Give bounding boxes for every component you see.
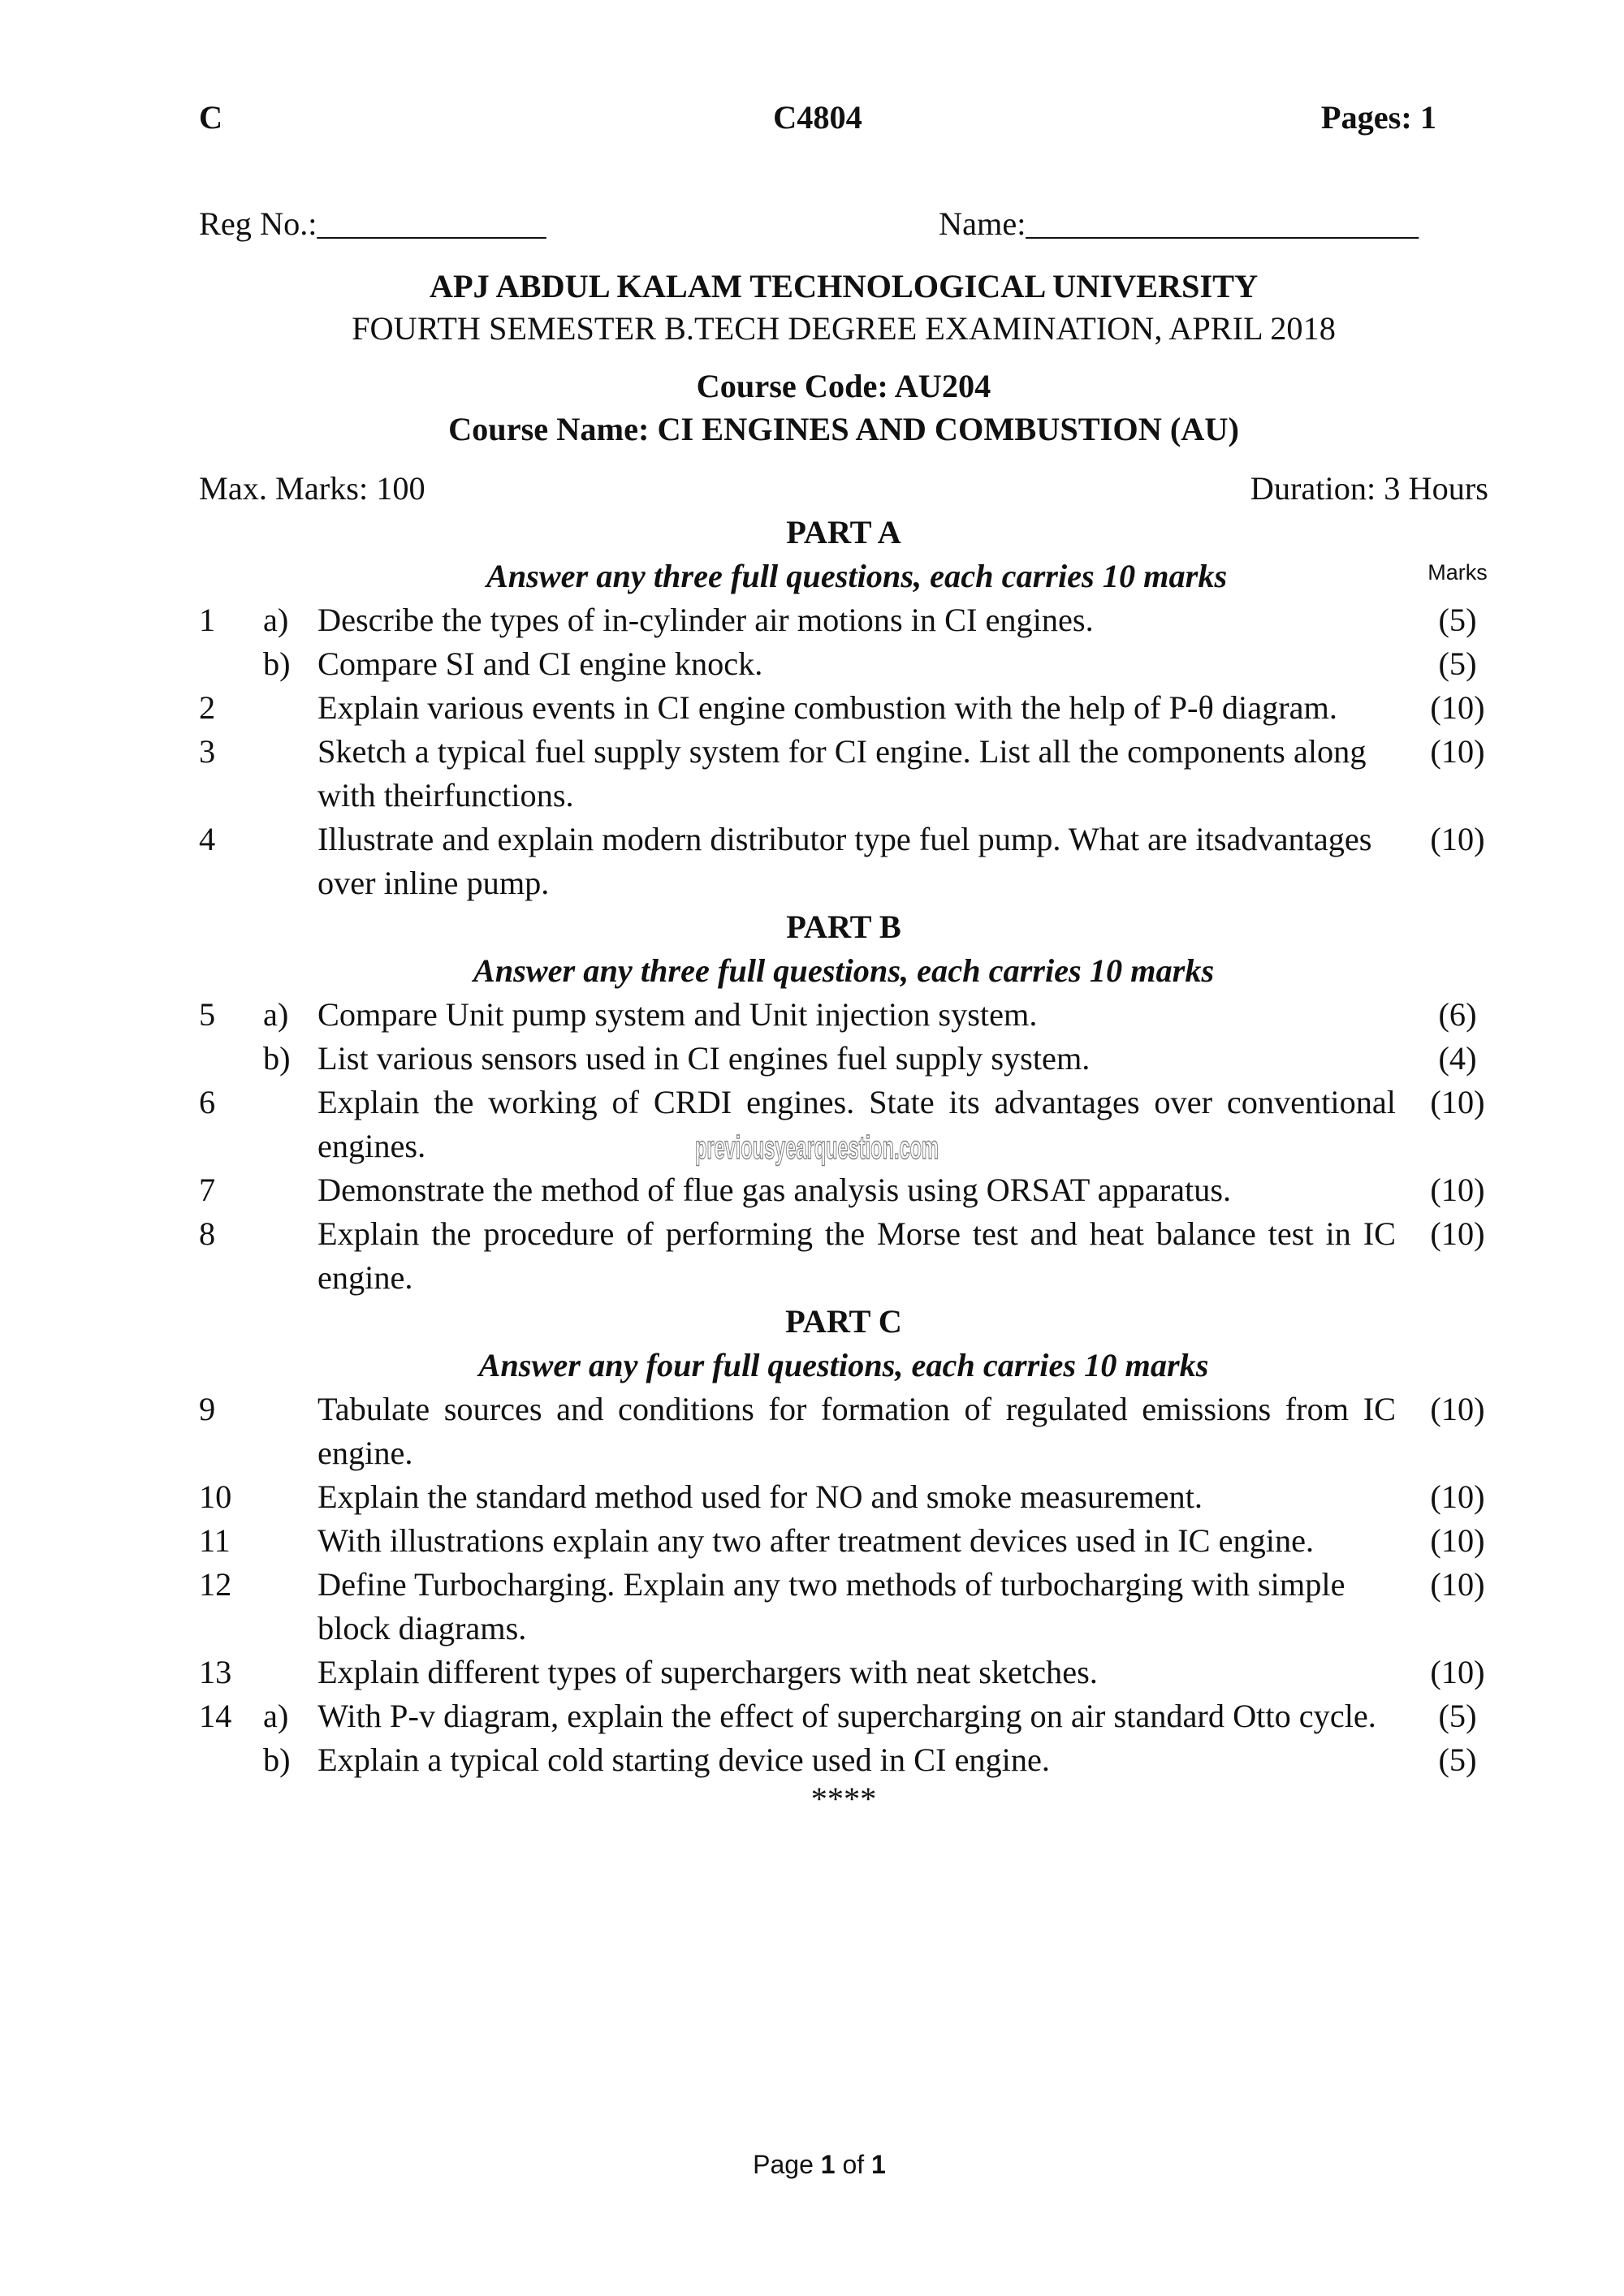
part-a-instruction-row bbox=[199, 555, 1488, 598]
part-c-title: PART C bbox=[785, 1303, 902, 1340]
reg-no-field: Reg No.:______________ bbox=[199, 205, 546, 242]
part-c-instruction-row bbox=[199, 1344, 1488, 1388]
question-sub-label: b) bbox=[263, 1040, 291, 1077]
end-of-paper-mark: **** bbox=[810, 1780, 877, 1817]
question-text: Explain various events in CI engine combustion with the help of P-θ diagram. bbox=[317, 689, 1337, 726]
part-c-instruction: Answer any four full questions, each carries 10 marks bbox=[478, 1347, 1209, 1383]
footer-of-word: of bbox=[842, 2150, 865, 2179]
question-text: Demonstrate the method of flue gas analysis using ORSAT apparatus. bbox=[317, 1172, 1232, 1208]
question-row bbox=[199, 1388, 1488, 1475]
question-text: Explain the standard method used for NO and smoke measurement. bbox=[317, 1478, 1203, 1515]
question-text: Sketch a typical fuel supply system for CI engine. List all the components along with theirfunctions. bbox=[317, 733, 1367, 814]
question-text: Explain a typical cold starting device used in CI engine. bbox=[317, 1741, 1050, 1778]
part-a-title: PART A bbox=[786, 514, 901, 550]
footer-total-pages: 1 bbox=[871, 2150, 886, 2179]
question-row bbox=[199, 1037, 1488, 1081]
question-marks: (10) bbox=[1430, 1478, 1485, 1515]
question-marks: (10) bbox=[1430, 1654, 1485, 1690]
max-marks: Max. Marks: 100 bbox=[199, 470, 425, 507]
footer-current-page: 1 bbox=[820, 2150, 836, 2179]
question-text: Explain the working of CRDI engines. State its advantages over conventional engines. bbox=[317, 1084, 1396, 1164]
question-marks: (10) bbox=[1430, 1172, 1485, 1208]
question-marks: (5) bbox=[1438, 1698, 1477, 1734]
part-b-instruction: Answer any three full questions, each carries 10 marks bbox=[473, 952, 1215, 989]
question-number: 2 bbox=[199, 689, 216, 726]
question-text: Explain different types of superchargers with neat sketches. bbox=[317, 1654, 1098, 1690]
question-marks: (10) bbox=[1430, 733, 1485, 770]
question-text: Illustrate and explain modern distributor type fuel pump. What are itsadvantages over inline pump. bbox=[317, 821, 1372, 901]
question-row bbox=[199, 686, 1488, 730]
university-name: APJ ABDUL KALAM TECHNOLOGICAL UNIVERSITY bbox=[429, 268, 1259, 304]
question-text: Compare Unit pump system and Unit injection system. bbox=[317, 996, 1038, 1033]
question-row bbox=[199, 730, 1488, 818]
series-letter: C bbox=[199, 99, 223, 136]
question-row bbox=[199, 1519, 1488, 1563]
name-field: Name:________________________ bbox=[939, 205, 1419, 242]
part-a-instruction: Answer any three full questions, each carries 10 marks bbox=[486, 558, 1228, 594]
question-sub-label: a) bbox=[263, 1698, 289, 1734]
question-number: 9 bbox=[199, 1391, 216, 1427]
question-number: 11 bbox=[199, 1522, 231, 1559]
question-row bbox=[199, 1475, 1488, 1519]
question-text: Compare SI and CI engine knock. bbox=[317, 645, 763, 682]
question-marks: (10) bbox=[1430, 1566, 1485, 1603]
question-row bbox=[199, 818, 1488, 905]
question-row bbox=[199, 1168, 1488, 1212]
question-text: Tabulate sources and conditions for formation of regulated emissions from IC engine. bbox=[317, 1391, 1396, 1471]
question-marks: (10) bbox=[1430, 1391, 1485, 1427]
question-sub-label: b) bbox=[263, 1741, 291, 1778]
question-number: 12 bbox=[199, 1566, 232, 1603]
question-number: 8 bbox=[199, 1215, 216, 1252]
question-text: With illustrations explain any two after treatment devices used in IC engine. bbox=[317, 1522, 1315, 1559]
part-b-title: PART B bbox=[786, 908, 901, 945]
question-marks: (6) bbox=[1438, 996, 1477, 1033]
question-number: 3 bbox=[199, 733, 216, 770]
question-row bbox=[199, 993, 1488, 1037]
paper-code: C4804 bbox=[773, 99, 862, 136]
question-number: 1 bbox=[199, 602, 216, 638]
question-sub-label: a) bbox=[263, 996, 289, 1033]
question-row bbox=[199, 1651, 1488, 1694]
question-marks: (10) bbox=[1430, 821, 1485, 857]
question-marks: (10) bbox=[1430, 1215, 1485, 1252]
footer-page-word: Page bbox=[753, 2150, 814, 2179]
page-count: Pages: 1 bbox=[1320, 99, 1436, 136]
marks-column-heading: Marks bbox=[1427, 560, 1488, 585]
question-row bbox=[199, 1694, 1488, 1738]
course-name: Course Name: CI ENGINES AND COMBUSTION (AU) bbox=[448, 411, 1239, 447]
watermark-text: previousyearquestion.com bbox=[695, 1130, 939, 1166]
question-number: 14 bbox=[199, 1698, 232, 1734]
question-number: 13 bbox=[199, 1654, 232, 1690]
watermark bbox=[693, 1128, 940, 1167]
question-marks: (5) bbox=[1438, 1741, 1477, 1778]
question-row bbox=[199, 1563, 1488, 1651]
question-text: With P-v diagram, explain the effect of supercharging on air standard Otto cycle. bbox=[317, 1698, 1376, 1734]
question-marks: (5) bbox=[1438, 645, 1477, 682]
question-number: 4 bbox=[199, 821, 216, 857]
question-sub-label: a) bbox=[263, 602, 289, 638]
examination-title: FOURTH SEMESTER B.TECH DEGREE EXAMINATION, APRIL 2018 bbox=[352, 310, 1336, 347]
duration: Duration: 3 Hours bbox=[1250, 470, 1488, 507]
paper-header bbox=[199, 96, 1436, 140]
question-marks: (5) bbox=[1438, 602, 1477, 638]
question-number: 10 bbox=[199, 1478, 232, 1515]
question-row bbox=[199, 1738, 1488, 1782]
question-marks: (10) bbox=[1430, 689, 1485, 726]
part-b-instruction-row bbox=[199, 949, 1488, 993]
course-code: Course Code: AU204 bbox=[696, 368, 991, 404]
question-number: 6 bbox=[199, 1084, 216, 1120]
question-row bbox=[199, 598, 1488, 642]
question-text: Describe the types of in-cylinder air motions in CI engines. bbox=[317, 602, 1094, 638]
question-number: 5 bbox=[199, 996, 216, 1033]
candidate-details bbox=[199, 202, 1488, 246]
question-text: List various sensors used in CI engines fuel supply system. bbox=[317, 1040, 1091, 1077]
question-marks: (10) bbox=[1430, 1084, 1485, 1120]
question-text: Define Turbocharging. Explain any two methods of turbocharging with simple block diagrams. bbox=[317, 1566, 1345, 1646]
question-marks: (4) bbox=[1438, 1040, 1477, 1077]
question-number: 7 bbox=[199, 1172, 216, 1208]
page-footer bbox=[0, 2148, 1624, 2181]
question-row bbox=[199, 1212, 1488, 1300]
question-sub-label: b) bbox=[263, 645, 291, 682]
question-row bbox=[199, 642, 1488, 686]
question-marks: (10) bbox=[1430, 1522, 1485, 1559]
exam-meta-row bbox=[199, 467, 1488, 511]
question-text: Explain the procedure of performing the Morse test and heat balance test in IC engine. bbox=[317, 1215, 1396, 1296]
